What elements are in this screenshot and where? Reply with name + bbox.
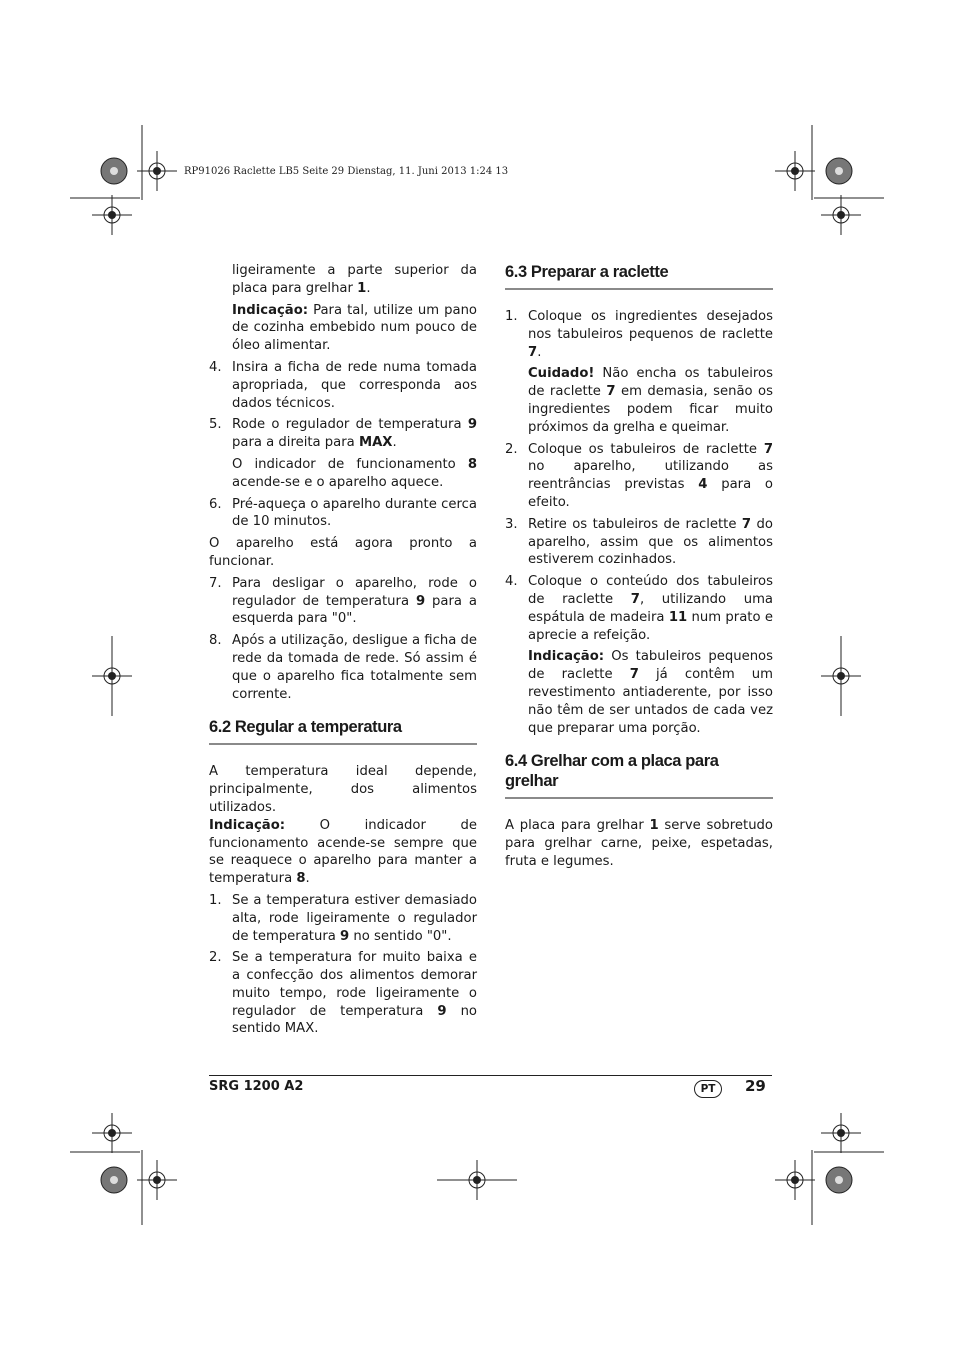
left-column [209,262,477,1042]
section-heading: 6.3 Preparar a raclette [505,262,773,290]
section-heading: 6.4 Grelhar com a placa para grelhar [505,751,773,799]
list-item: 4. Insira a ficha de rede numa tomada apropriada, que corresponda aos dados técnicos. [209,359,477,411]
continued-paragraph: ligeiramente a parte superior da placa para grelhar 1. [232,263,477,296]
section-intro: A temperatura ideal depende, principalmente, dos alimentos utilizados. [209,764,477,815]
section-heading: 6.2 Regular a temperatura [209,717,477,745]
list-item-note: O indicador de funcionamento 8 acende-se e o aparelho aquece. [232,456,477,490]
list-item: 6. Pré-aqueça o aparelho durante cerca de 10 minutos. [209,496,477,530]
list-item: 2. Coloque os tabuleiros de raclette 7 no aparelho, utilizando as reentrâncias previstas 4 para o efeito. [505,441,773,510]
note-paragraph: Indicação: Os tabuleiros pequenos de raclette 7 já contêm um revestimento antiaderente, por isso não têm de ser untados de cada vez que preparar uma porção. [528,649,773,736]
list-item: 3. Retire os tabuleiros de raclette 7 do aparelho, assim que os alimentos estiverem cozinhados. [505,516,773,568]
note-paragraph: Indicação: O indicador de funcionamento acende-se sempre que se reaquece o aparelho para manter a temperatura 8. [209,817,477,887]
print-header: RP91026 Raclette LB5 Seite 29 Dienstag, 11. Juni 2013 1:24 13 [184,166,509,177]
status-paragraph: O aparelho está agora pronto a funcionar. [209,536,477,569]
list-item: 8. Após a utilização, desligue a ficha de rede da tomada de rede. Só assim é que o aparelho fica totalmente sem corrente. [209,633,477,702]
right-column [505,262,773,875]
list-item: 2. Se a temperatura for muito baixa e a confecção dos alimentos demorar muito tempo, rode ligeiramente o regulador de temperatura 9 no sentido MAX. [209,950,477,1037]
list-item: 1. Coloque os ingredientes desejados nos tabuleiros pequenos de raclette 7. [505,309,773,360]
page-number: 29 [745,1077,766,1095]
list-item: 5. Rode o regulador de temperatura 9 para a direita para MAX. [209,417,477,451]
list-item: 7. Para desligar o aparelho, rode o regulador de temperatura 9 para a esquerda para "0". [209,575,477,627]
list-item: 4. Coloque o conteúdo dos tabuleiros de raclette 7, utilizando uma espátula de madeira 11 num prato e aprecie a refeição. [505,574,774,643]
caution-paragraph: Cuidado! Não encha os tabuleiros de raclette 7 em demasia, senão os ingredientes podem ficar muito próximos da grelha e queimar. [528,366,773,435]
note-paragraph: Indicação: Para tal, utilize um pano de cozinha embebido num pouco de óleo alimentar. [232,302,477,354]
language-badge: PT [694,1080,722,1098]
section-paragraph: A placa para grelhar 1 serve sobretudo para grelhar carne, peixe, espetadas, fruta e legumes. [505,818,773,869]
model-number: SRG 1200 A2 [209,1079,304,1094]
list-item: 1. Se a temperatura estiver demasiado alta, rode ligeiramente o regulador de temperatura 9 no sentido "0". [209,892,477,944]
footer-rule [209,1075,772,1076]
